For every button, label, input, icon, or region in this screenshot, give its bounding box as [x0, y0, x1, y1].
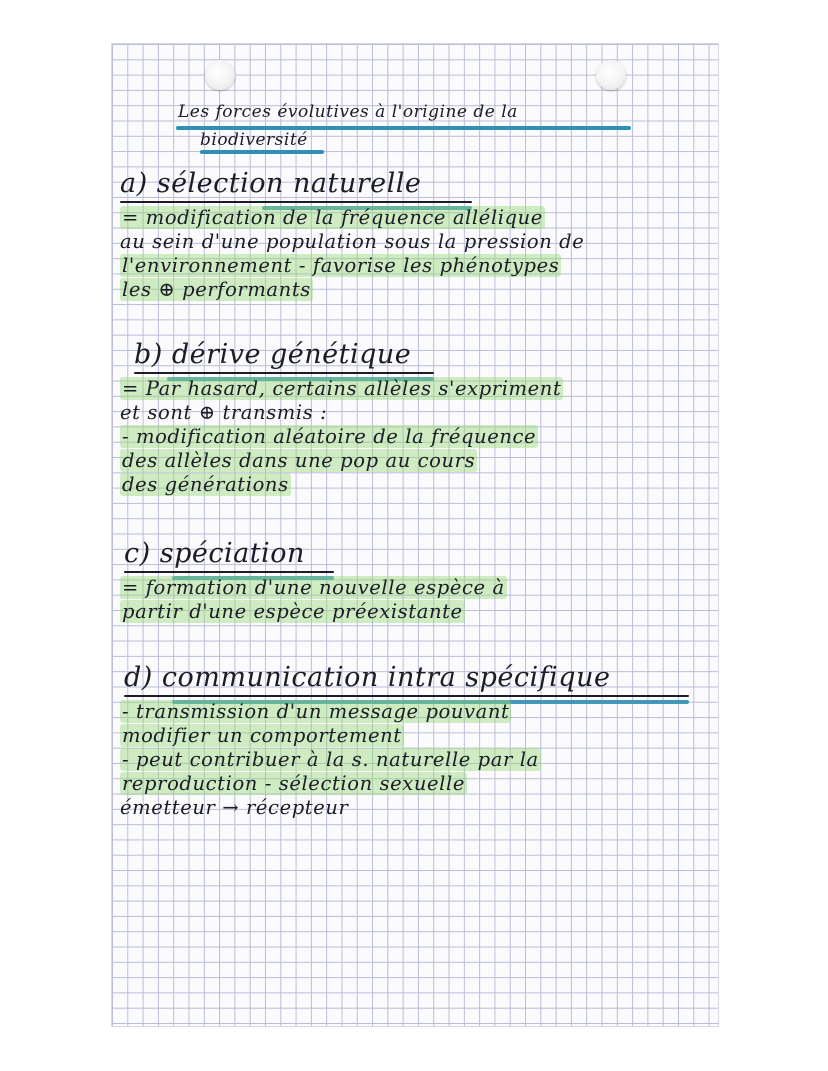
section-d-line-3: [120, 748, 541, 771]
section-c-heading-underline: [124, 571, 334, 573]
section-a-line-4: [120, 278, 313, 301]
section-a-heading-underline: [120, 201, 472, 203]
section-d-line-1-text: - transmission d'un message pouvant: [122, 700, 510, 723]
title-line-1: Les forces évolutives à l'origine de la: [178, 102, 518, 122]
section-d-line-5: émetteur → récepteur: [120, 796, 349, 819]
section-d-heading: d) communication intra spécifique: [124, 662, 611, 693]
section-d-heading-underline: [124, 695, 689, 697]
section-a-line-4-text: les ⊕ performants: [122, 278, 311, 301]
section-a-line-1-text: = modification de la fréquence allélique: [122, 206, 543, 229]
grid-paper-sheet: [112, 44, 718, 1026]
section-d-line-2-text: modifier un comportement: [122, 724, 402, 747]
section-b-line-3: [120, 425, 538, 448]
section-b-line-4: [120, 449, 477, 472]
section-a-line-3-text: l'environnement - favorise les phénotypes: [122, 254, 560, 277]
punch-hole-right: [596, 60, 626, 90]
title-line-2: biodiversité: [200, 130, 308, 150]
section-c-line-1-text: = formation d'une nouvelle espèce à: [122, 576, 505, 599]
section-d-line-4-text: reproduction - sélection sexuelle: [122, 772, 465, 795]
section-d-line-1: [120, 700, 511, 723]
section-c-heading: c) spéciation: [124, 538, 305, 569]
section-c-line-2: [120, 600, 465, 623]
section-d-line-4: [120, 772, 467, 795]
section-c-line-2-text: partir d'une espèce préexistante: [122, 600, 463, 623]
section-b-line-5: [120, 473, 291, 496]
section-b-heading: b) dérive génétique: [134, 339, 412, 370]
section-a-line-1: [120, 206, 545, 229]
punch-hole-left: [205, 60, 235, 90]
section-a-heading: a) sélection naturelle: [120, 168, 422, 199]
section-b-line-1-text: = Par hasard, certains allèles s'expriment: [122, 377, 562, 400]
section-b-line-3-text: - modification aléatoire de la fréquence: [122, 425, 537, 448]
title-underline-2: [200, 150, 324, 154]
section-c-line-1: [120, 576, 507, 599]
section-a-line-3: [120, 254, 561, 277]
section-b-line-2: et sont ⊕ transmis :: [120, 401, 328, 424]
section-b-line-1: [120, 377, 563, 400]
section-b-heading-underline: [134, 372, 434, 374]
section-b-line-5-text: des générations: [122, 473, 289, 496]
section-d-line-3-text: - peut contribuer à la s. naturelle par la: [122, 748, 539, 771]
section-a-line-2: au sein d'une population sous la pression de: [120, 230, 585, 253]
section-d-line-2: [120, 724, 404, 747]
section-b-line-4-text: des allèles dans une pop au cours: [122, 449, 476, 472]
